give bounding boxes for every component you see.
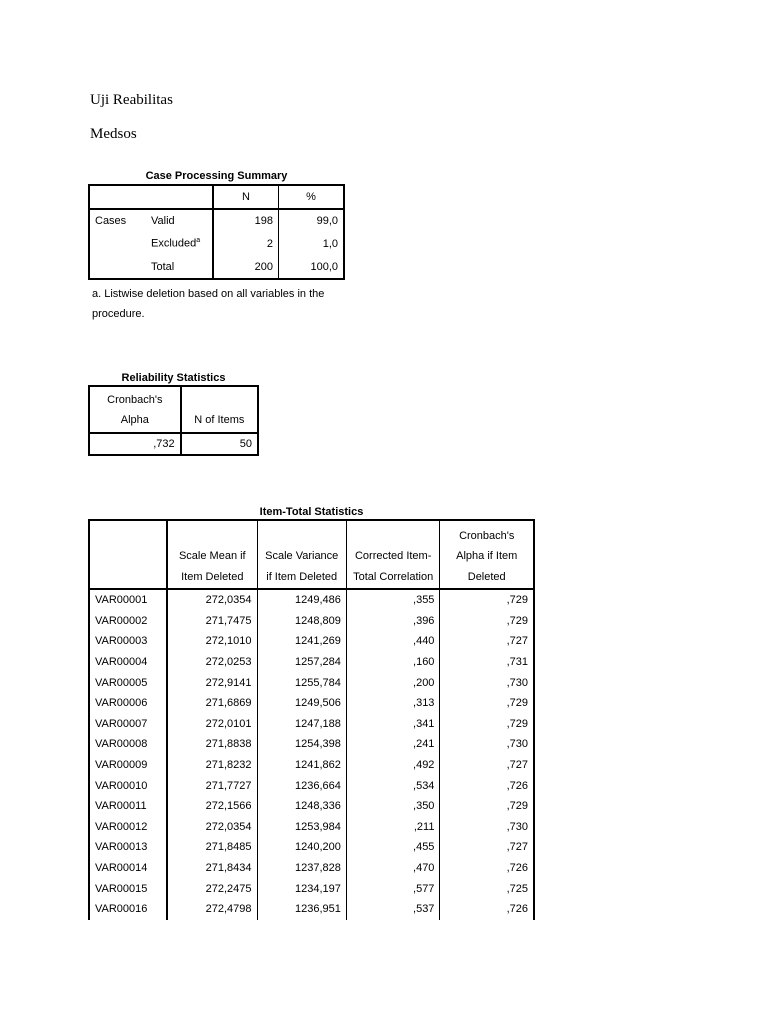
- table-row: [89, 255, 344, 279]
- cell-corrected-correlation: ,537: [346, 899, 440, 920]
- table-row: [89, 817, 534, 838]
- cell-corrected-correlation: ,396: [346, 611, 440, 632]
- cell-n: 200: [213, 255, 279, 279]
- cell-corrected-correlation: ,313: [346, 693, 440, 714]
- cell-scale-variance: 1236,664: [257, 775, 346, 796]
- section-heading: Medsos: [90, 126, 137, 142]
- table-row: [89, 899, 534, 920]
- table-row: [89, 652, 534, 673]
- cell-alpha-if-deleted: ,729: [506, 800, 528, 813]
- cell-scale-mean: 271,7727: [167, 775, 257, 796]
- cell-corrected-correlation: ,160: [346, 652, 440, 673]
- cell-corrected-correlation: ,470: [346, 858, 440, 879]
- table-footnote: a. Listwise deletion based on all variables in the procedure.: [92, 288, 325, 320]
- cell-scale-mean: 272,9141: [167, 672, 257, 693]
- cell-scale-mean: 272,1566: [167, 796, 257, 817]
- n-items-value: 50: [239, 438, 252, 450]
- cell-scale-variance: 1241,269: [257, 631, 346, 652]
- table-row: [89, 858, 534, 879]
- cell-alpha-if-deleted: ,730: [506, 676, 528, 689]
- cell-scale-variance: 1249,486: [257, 589, 346, 611]
- cell-percent: 1,0: [322, 237, 338, 250]
- table-row: [89, 672, 534, 693]
- table-row: [89, 714, 534, 735]
- cell-alpha-if-deleted: ,727: [506, 759, 528, 772]
- row-label: VAR00016: [89, 899, 167, 920]
- header-cronbach-alpha: Cronbach's Alpha: [89, 386, 181, 433]
- table-row: [89, 232, 344, 255]
- cell-scale-variance: 1257,284: [257, 652, 346, 673]
- cell-scale-variance: 1248,336: [257, 796, 346, 817]
- cell-scale-variance: 1255,784: [257, 672, 346, 693]
- cell-scale-mean: 272,2475: [167, 878, 257, 899]
- row-label: VAR00009: [89, 755, 167, 776]
- header-cell-n: N: [213, 185, 279, 209]
- reliability-title: Reliability Statistics: [121, 372, 226, 384]
- row-label: VAR00007: [89, 714, 167, 735]
- cell-scale-variance: 1236,951: [257, 899, 346, 920]
- table-row: [89, 775, 534, 796]
- table-row: [89, 209, 344, 232]
- cell-alpha-if-deleted: ,726: [506, 862, 528, 875]
- cell-scale-variance: 1237,828: [257, 858, 346, 879]
- row-label: VAR00013: [89, 837, 167, 858]
- reliability-table: [88, 385, 259, 456]
- cell-corrected-correlation: ,577: [346, 878, 440, 899]
- cell-scale-mean: 272,0253: [167, 652, 257, 673]
- cell-corrected-correlation: ,534: [346, 775, 440, 796]
- row-label: VAR00008: [89, 734, 167, 755]
- cell-percent: 99,0: [316, 215, 338, 227]
- case-processing-table: [88, 184, 345, 280]
- cell-corrected-correlation: ,440: [346, 631, 440, 652]
- cell-scale-mean: 272,0354: [167, 817, 257, 838]
- item-total-table: [88, 519, 535, 920]
- cell-scale-variance: 1249,506: [257, 693, 346, 714]
- cell-corrected-correlation: ,241: [346, 734, 440, 755]
- table-row: [89, 734, 534, 755]
- cell-alpha-if-deleted: ,727: [506, 841, 528, 854]
- header-n-of-items: N of Items: [181, 386, 258, 433]
- cell-scale-variance: 1247,188: [257, 714, 346, 735]
- cell-scale-variance: 1248,809: [257, 611, 346, 632]
- cell-scale-variance: 1253,984: [257, 817, 346, 838]
- row-label: VAR00006: [89, 693, 167, 714]
- row-label: VAR00004: [89, 652, 167, 673]
- cell-corrected-correlation: ,341: [346, 714, 440, 735]
- row-label: VAR00001: [89, 589, 167, 611]
- cell-alpha-if-deleted: ,729: [506, 594, 528, 607]
- row-label: VAR00012: [89, 817, 167, 838]
- header-alpha-if-deleted: Cronbach's Alpha if Item Deleted: [440, 520, 534, 589]
- table-row: [89, 693, 534, 714]
- cell-scale-variance: 1234,197: [257, 878, 346, 899]
- case-processing-title: Case Processing Summary: [145, 170, 288, 182]
- cell-corrected-correlation: ,200: [346, 672, 440, 693]
- table-row: [89, 611, 534, 632]
- row-label: VAR00011: [89, 796, 167, 817]
- alpha-value: ,732: [89, 433, 181, 455]
- cell-scale-mean: 272,1010: [167, 631, 257, 652]
- cell-corrected-correlation: ,492: [346, 755, 440, 776]
- header-cell-empty: [89, 185, 146, 209]
- cell-alpha-if-deleted: ,730: [506, 738, 528, 751]
- table-row: [89, 755, 534, 776]
- row-label: VAR00010: [89, 775, 167, 796]
- cell-scale-variance: 1240,200: [257, 837, 346, 858]
- cell-alpha-if-deleted: ,729: [506, 614, 528, 627]
- cell-scale-mean: 271,6869: [167, 693, 257, 714]
- row-label: VAR00014: [89, 858, 167, 879]
- header-scale-mean: Scale Mean if Item Deleted: [167, 520, 257, 589]
- cell-corrected-correlation: ,211: [346, 817, 440, 838]
- cell-scale-mean: 272,0101: [167, 714, 257, 735]
- cell-percent: 100,0: [310, 260, 338, 273]
- cell-scale-mean: 271,8485: [167, 837, 257, 858]
- table-row: [89, 796, 534, 817]
- row-label: VAR00005: [89, 672, 167, 693]
- cell-scale-mean: 271,8838: [167, 734, 257, 755]
- table-row: [89, 878, 534, 899]
- row-label: Total: [146, 255, 213, 279]
- cell-scale-variance: 1241,862: [257, 755, 346, 776]
- table-row: [89, 589, 534, 611]
- cell-scale-variance: 1254,398: [257, 734, 346, 755]
- cell-alpha-if-deleted: ,730: [506, 820, 528, 833]
- cell-corrected-correlation: ,455: [346, 837, 440, 858]
- cell-n: 2: [213, 232, 279, 255]
- cell-scale-mean: 272,4798: [167, 899, 257, 920]
- row-label: Valid: [146, 209, 213, 232]
- page-heading: Uji Reabilitas: [90, 92, 173, 108]
- header-scale-variance: Scale Variance if Item Deleted: [257, 520, 346, 589]
- cell-scale-mean: 271,7475: [167, 611, 257, 632]
- cell-alpha-if-deleted: ,731: [506, 656, 528, 669]
- cell-n: 198: [213, 209, 279, 232]
- header-cell-empty: [89, 520, 167, 589]
- cell-alpha-if-deleted: ,725: [506, 882, 528, 895]
- cell-scale-mean: 271,8434: [167, 858, 257, 879]
- header-cell-empty: [146, 185, 213, 209]
- cell-corrected-correlation: ,350: [346, 796, 440, 817]
- row-label: VAR00015: [89, 878, 167, 899]
- footnote-marker: a: [196, 237, 201, 245]
- table-row: [89, 631, 534, 652]
- row-label: Excluded$^a$: [146, 232, 213, 255]
- cell-alpha-if-deleted: ,726: [506, 779, 528, 792]
- row-label: VAR00003: [89, 631, 167, 652]
- cell-alpha-if-deleted: ,729: [506, 717, 528, 730]
- cell-corrected-correlation: ,355: [346, 589, 440, 611]
- cell-scale-mean: 271,8232: [167, 755, 257, 776]
- row-label: VAR00002: [89, 611, 167, 632]
- cell-alpha-if-deleted: ,726: [506, 903, 528, 916]
- table-row: [89, 837, 534, 858]
- cell-alpha-if-deleted: ,729: [506, 697, 528, 710]
- item-total-title: Item-Total Statistics: [259, 506, 364, 518]
- header-corrected-correlation: Corrected Item- Total Correlation: [346, 520, 440, 589]
- group-label: Cases: [95, 215, 127, 227]
- header-cell-percent: %: [279, 185, 345, 209]
- cell-scale-mean: 272,0354: [167, 589, 257, 611]
- cell-alpha-if-deleted: ,727: [506, 635, 528, 648]
